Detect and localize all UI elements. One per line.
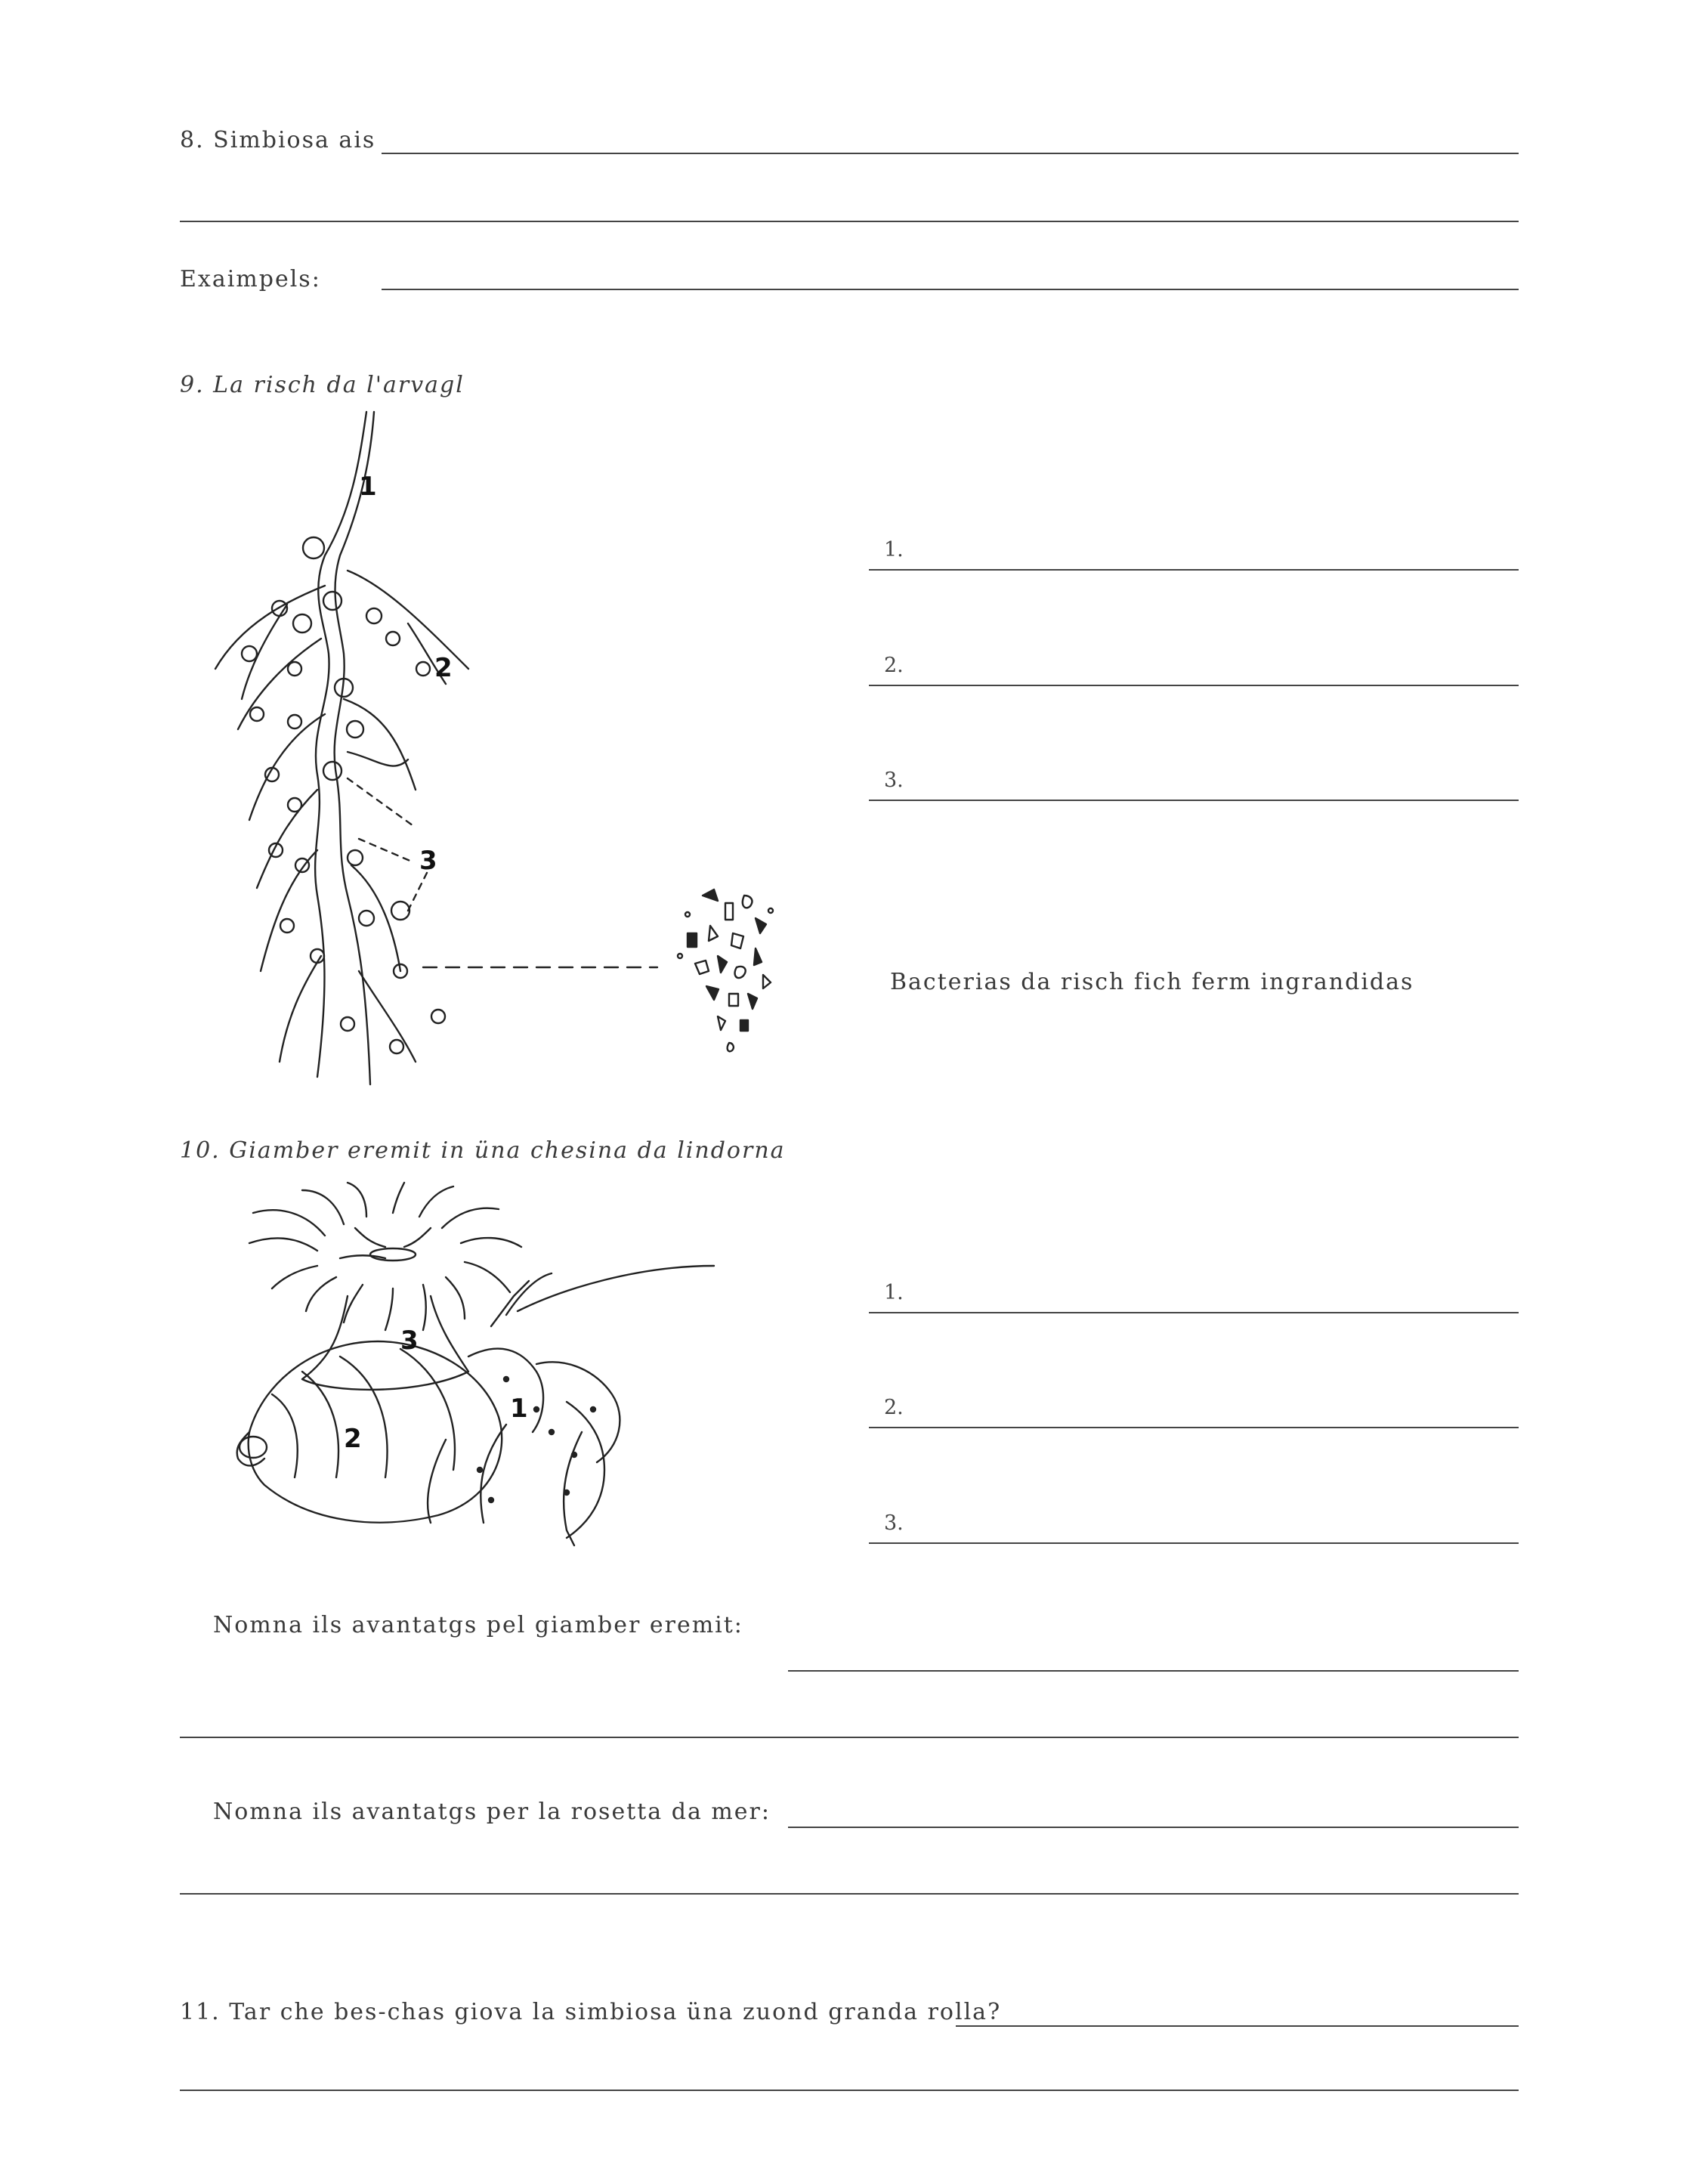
root-label-3: 3 <box>419 846 437 876</box>
q9-answer-line-3[interactable] <box>869 800 1519 801</box>
q10-advantages-crab-line-1[interactable] <box>788 1670 1519 1672</box>
q9-answer-label-3: 3. <box>884 769 904 792</box>
q10-answer-line-2[interactable] <box>869 1427 1519 1428</box>
crab-label-1: 1 <box>510 1394 528 1424</box>
q8-prompt: 8. Simbiosa ais <box>180 127 376 153</box>
q10-advantages-crab-prompt: Nomna ils avantatgs pel giamber eremit: <box>213 1612 743 1638</box>
q9-bacteria-caption: Bacterias da risch fich ferm ingrandidas <box>890 969 1414 995</box>
root-label-2: 2 <box>434 653 453 683</box>
q10-answer-label-2: 2. <box>884 1396 904 1419</box>
crab-label-3: 3 <box>400 1326 419 1356</box>
q10-title: 10. Giamber eremit in üna chesina da lindorna <box>180 1137 786 1164</box>
crab-label-2: 2 <box>344 1424 362 1454</box>
q10-advantages-crab-line-2[interactable] <box>180 1737 1519 1738</box>
q8-answer-line-1[interactable] <box>382 153 1519 154</box>
q9-answer-label-1: 1. <box>884 538 904 561</box>
q9-answer-line-1[interactable] <box>869 569 1519 571</box>
q10-advantages-anemone-line-2[interactable] <box>180 1893 1519 1895</box>
q11-answer-line-1[interactable] <box>956 2025 1519 2027</box>
q8-examples-line[interactable] <box>382 289 1519 290</box>
hermit-crab-illustration <box>219 1183 824 1576</box>
root-nodule-illustration <box>196 397 725 1107</box>
q10-answer-line-3[interactable] <box>869 1542 1519 1544</box>
q9-answer-label-2: 2. <box>884 654 904 677</box>
q10-advantages-anemone-line-1[interactable] <box>788 1827 1519 1828</box>
q9-answer-line-2[interactable] <box>869 685 1519 686</box>
q8-examples-label: Exaimpels: <box>180 266 321 292</box>
q10-advantages-anemone-prompt: Nomna ils avantatgs per la rosetta da mer: <box>213 1799 771 1825</box>
q10-answer-label-1: 1. <box>884 1281 904 1304</box>
q10-answer-label-3: 3. <box>884 1511 904 1535</box>
q11-answer-line-2[interactable] <box>180 2090 1519 2091</box>
q10-answer-line-1[interactable] <box>869 1312 1519 1313</box>
q11-prompt: 11. Tar che bes-chas giova la simbiosa üna zuond granda rolla? <box>180 1999 1002 2025</box>
q9-title: 9. La risch da l'arvagl <box>180 372 465 398</box>
q8-answer-line-2[interactable] <box>180 221 1519 222</box>
root-label-1: 1 <box>359 472 377 502</box>
